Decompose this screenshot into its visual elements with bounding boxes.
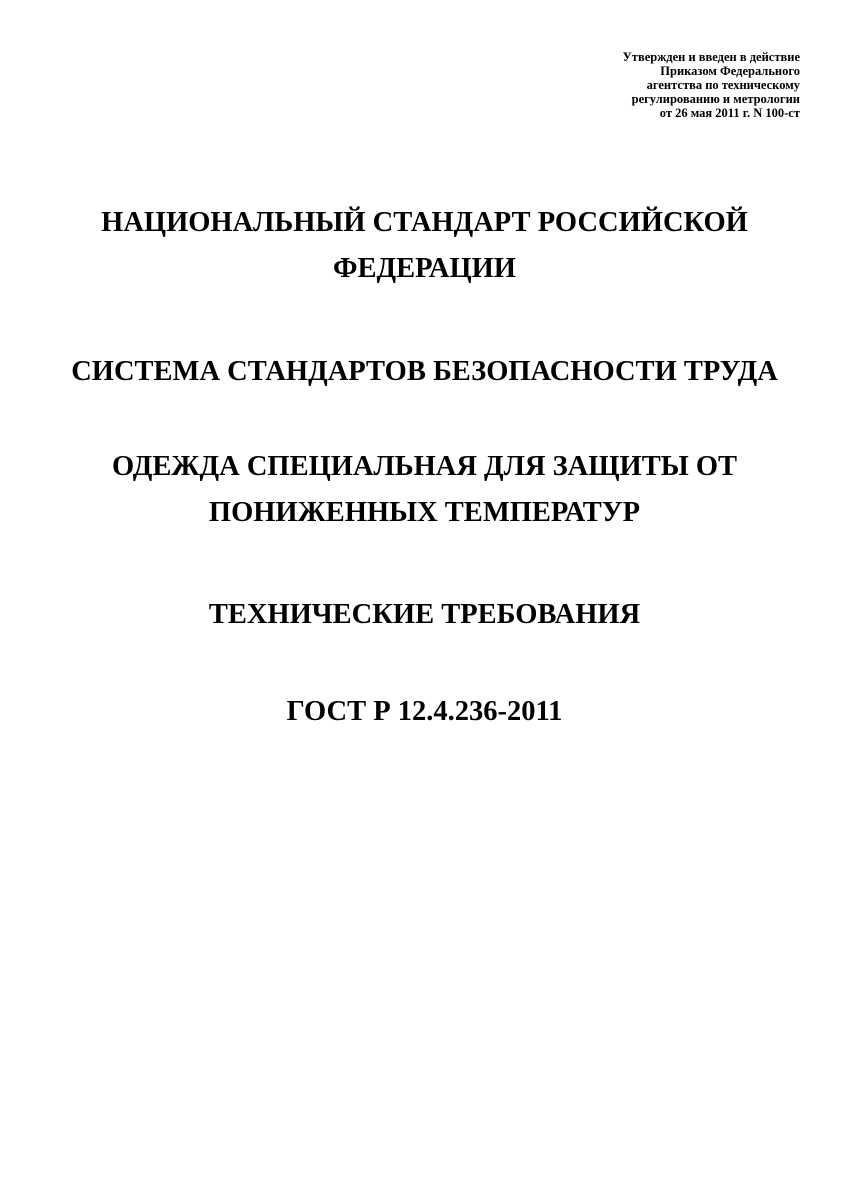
- approval-line: Приказом Федерального: [660, 64, 800, 78]
- approval-line: агентства по техническому: [646, 78, 800, 92]
- approval-line: регулированию и метрологии: [631, 92, 800, 106]
- approval-line: Утвержден и введен в действие: [622, 50, 800, 64]
- standard-title-line: ФЕДЕРАЦИИ: [333, 253, 516, 284]
- standard-number-text: ГОСТ Р 12.4.236-2011: [286, 696, 563, 727]
- standards-system: [40, 349, 809, 395]
- document-subject-line: ПОНИЖЕННЫХ ТЕМПЕРАТУР: [208, 497, 641, 528]
- standard-title: [40, 200, 809, 292]
- approval-note: [500, 50, 800, 120]
- document-requirements-text: ТЕХНИЧЕСКИЕ ТРЕБОВАНИЯ: [208, 599, 641, 630]
- document-requirements: [40, 592, 809, 638]
- standard-title-line: НАЦИОНАЛЬНЫЙ СТАНДАРТ РОССИЙСКОЙ: [101, 207, 748, 238]
- standard-number: [40, 689, 809, 735]
- document-subject: [40, 444, 809, 536]
- document-subject-line: ОДЕЖДА СПЕЦИАЛЬНАЯ ДЛЯ ЗАЩИТЫ ОТ: [111, 451, 737, 482]
- approval-line: от 26 мая 2011 г. N 100-ст: [659, 106, 800, 120]
- document-title-page: [40, 200, 809, 735]
- standards-system-text: СИСТЕМА СТАНДАРТОВ БЕЗОПАСНОСТИ ТРУДА: [71, 356, 778, 387]
